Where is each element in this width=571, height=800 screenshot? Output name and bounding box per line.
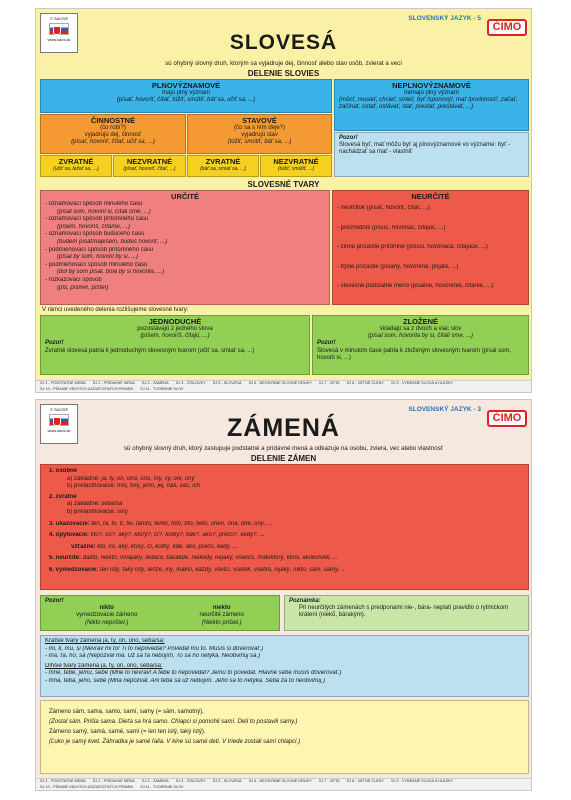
slovesa-sheet: [35, 8, 532, 393]
delenie-examples: kto, čo, aký, ktorý, čí, koľký, kde, ako, prečo, kedy, ...: [97, 543, 238, 550]
delenie-label: 4. opytovacie:: [49, 532, 90, 539]
poznamka-box: [284, 595, 529, 631]
pozor-columns: [45, 605, 275, 627]
urcite-example: (píš, píšme!, píšte!): [57, 284, 109, 291]
nezvratne-heading-2: NEZVRATNÉ: [273, 157, 319, 166]
samy-example: (Ľuko je samý kvet. Záhradka je samé ľalia. V kine sú samé deti. V triede zostali samí chlapci.): [49, 739, 301, 745]
footer-item: SJ 7 - VETA: [318, 381, 340, 385]
urcite-item: - podmieňovací spôsob minulého času: [45, 261, 148, 268]
section-heading-tvary: SLOVESNÉ TVARY: [247, 180, 320, 189]
footer-item: SJ 9 - VYBRANÉ SLOVÁ A HLÁSKY: [391, 779, 454, 783]
urcite-example: (písal som, hovoril si, čítali sme, ...): [57, 208, 151, 215]
cinnostne-question: (čo robí?): [100, 125, 126, 131]
series-label: SLOVENSKÝ JAZYK - 5: [408, 15, 481, 22]
urcite-item: - oznamovací spôsob budúceho času: [45, 231, 145, 238]
page-subtitle: sú ohybný slovný druh, ktorým sa vyjadruje dej, činnosť alebo stav osôb, zvierat a vecí: [165, 60, 402, 67]
urcite-heading: URČITÉ: [171, 192, 199, 201]
footer-item: SJ 10 - PÍSANIE VEĽKÝCH ZAČIATOČNÝCH PÍSMEN: [40, 386, 134, 391]
niekto-heading: niekto: [212, 605, 231, 612]
footer-item: SJ 6 - NEOHYBNÉ SLOVNÉ DRUHY: [248, 381, 312, 385]
sam-heading: Zámeno sám, sama, samo, samí, samy (= sám, samotný).: [49, 709, 204, 715]
pozor-nikto: [76, 605, 137, 627]
urcite-item: - podmieňovací spôsob prítomného času: [45, 246, 154, 253]
pozor-label: Pozor!: [45, 598, 64, 604]
nezvratne-box-1: [113, 155, 186, 177]
footer-item: SJ 2 - PRÍDAVNÉ MENÁ: [92, 779, 135, 783]
series-label: SLOVENSKÝ JAZYK - 3: [408, 406, 481, 413]
footer-item: SJ 4 - ČÍSLOVKY: [175, 779, 206, 783]
delenie-item: [49, 521, 520, 529]
kratsie-example: - ma, ťa, ho, sa (Nepozval ma. Už sa ťa nebojím. To sa ho netýka. Neobviňuj sa.): [45, 653, 261, 660]
poznamka-text: Pri neurčitých zámenách s predponami nie-, bára- neplatí pravidlo o rytmickom krátení (nieků, bárakým).: [299, 605, 509, 619]
jednoduche-desc: pozostávajú z jedného slova: [137, 326, 213, 332]
delenie-examples: ja, ty, on, ona, ono, my, vy, oni, ony: [101, 475, 195, 482]
neurcite-item: - slovesné podstatné meno (písanie, hovorenie, čítanie, ...): [337, 283, 494, 290]
footer-item: SJ 11 - TVORENIE SLOV: [140, 386, 184, 391]
delenie-item: [49, 483, 520, 491]
plnovyznamove-box: [40, 79, 332, 113]
delenie-examples: dakto, niekto, voľajaký, ledačo, bárakde, niekedy, nejaký, všeličo, máloktorý, ktosi, akokoľvek, ...: [82, 555, 338, 562]
nezvratne-heading-1: NEZVRATNÉ: [126, 157, 173, 166]
kratsie-heading: Kratšie tvary zámena ja, ty, on, ono, seba/sa:: [45, 638, 165, 644]
delenie-examples: ten, tá, to, tí, tie, tamto, tento, toto, títo, tieto, onen, oná, oné, oný, ...: [91, 520, 273, 527]
zvratne-examples-1: (učiť sa, ležať sa, ...): [53, 166, 99, 172]
nikto-example: (Nikto neprišiel.): [84, 619, 129, 626]
zlozene-examples: (písal som, hovorila by si, čítali sme, ...): [367, 333, 474, 340]
delenie-label: b) privlastňovacie:: [67, 483, 116, 490]
delenie-examples: ten istý, taký istý, tenže, iný, inakší, každý, všetci, všetok, všetko, nijaký, nikto, sám, samý, ...: [100, 566, 347, 573]
stavove-box: [187, 114, 332, 154]
neurcite-box: [332, 190, 529, 305]
pozor-byt-mat-box: [334, 132, 529, 177]
jednoduche-pozor-text: Zvratné slovesá patria k jednoduchým slovesným tvarom (učiť sa, smiať sa, ...): [45, 347, 255, 354]
nezvratne-examples-2: (túžiť, smútiť, ...): [277, 166, 315, 172]
nezvratne-examples-1: (písať, hovoriť, čítať, ...): [123, 166, 176, 172]
plnovyznamove-desc: majú plný význam: [161, 90, 211, 96]
neplnovyznamove-box: [334, 79, 529, 131]
delenie-item: [49, 501, 520, 509]
poznamka-label: Poznámka:: [289, 598, 321, 604]
plnovyznamove-examples: (písať, hovoriť, čítať, túžiť, smútiť, báť sa, učiť sa, ...): [116, 97, 256, 104]
stavove-examples: (túžiť, smútiť, báť sa, ...): [227, 139, 292, 146]
jednoduche-heading: JEDNODUCHÉ: [148, 317, 202, 326]
pozor-label: Pozor!: [339, 135, 358, 141]
urcite-item: - oznamovací spôsob minulého času: [45, 201, 143, 207]
sam-example: (Zostal sám. Prišla sama. Dieťa sa hrá samo. Chlapci si pomohli samí. Deti to postavili samy.): [49, 719, 298, 725]
urcite-example: (bol by som písal, bola by si hovorila, ...): [57, 269, 165, 276]
samy-heading: Zámeno samý, samá, samé, samí (= len ten istý, taký istý).: [49, 729, 206, 735]
pozor-text: Slovesá byť, mať môžu byť aj plnovýznamové vo význame: byť - nachádzať sa mať - vlastniť: [339, 142, 511, 156]
footer-item: SJ 7 - VETA: [318, 779, 340, 783]
delenie-label: vzťažné:: [71, 543, 96, 550]
footer-item: SJ 8 - VETNÉ ČLENY: [346, 779, 384, 783]
pozor-nikto-box: [40, 595, 280, 631]
stavove-desc: vyjadrujú stav: [241, 132, 278, 139]
section-heading-delenie: DELENIE SLOVIES: [247, 69, 320, 78]
delenie-examples: kto?, čo?, aký?, ktorý?, čí?, koľký?, kde?, ako?, prečo?, kedy?, ...: [90, 532, 265, 539]
logo-url: www.saos.sk: [47, 428, 71, 433]
zvratne-box-1: [40, 155, 112, 177]
cinnostne-heading: ČINNOSTNÉ: [90, 116, 136, 125]
kratsie-example: - mi, ti, mu, si (Nevrav mi to! Ti to nepovedal? Povedal mu to. Musíš si dôverovať.): [45, 645, 264, 652]
delenie-label: b) privlastňovacie:: [67, 508, 116, 515]
page-title: SLOVESÁ: [229, 31, 338, 54]
delenie-label: 3. ukazovacie:: [49, 520, 90, 527]
footer-item: SJ 10 - PÍSANIE VEĽKÝCH ZAČIATOČNÝCH PÍSMEN: [40, 784, 134, 789]
urcite-box: [40, 190, 330, 305]
footer-item: SJ 5 - SLOVESÁ: [212, 779, 242, 783]
footer-item: SJ 1 - PODSTATNÉ MENÁ: [40, 381, 86, 385]
delenie-item: [49, 567, 520, 575]
zvratne-box-2: [187, 155, 259, 177]
footer-item: SJ 6 - NEOHYBNÉ SLOVNÉ DRUHY: [248, 779, 312, 783]
delenie-zamen-box: [40, 464, 529, 590]
delenie-item: 1. osobné: [49, 468, 78, 474]
series-footer: [36, 778, 531, 790]
dlhsie-heading: Dlhšie tvary zámena ja, ty, on, ono, seba/sa:: [45, 662, 163, 669]
delenie-label: a) základné:: [67, 501, 100, 508]
urcite-example: (písal by som, hovoril by si, ...): [57, 254, 139, 261]
zlozene-box: [312, 315, 529, 375]
delenie-item: 2. zvratné: [49, 493, 77, 500]
logo-copyright: © SAOS®: [49, 407, 69, 412]
urcite-item: - oznamovací spôsob prítomného času: [45, 216, 149, 223]
page-title: ZÁMENÁ: [227, 414, 340, 442]
delenie-label: a) základné:: [67, 475, 100, 482]
footer-item: SJ 11 - TVORENIE SLOV: [140, 784, 184, 789]
cinnostne-box: [40, 114, 186, 154]
neurcite-item: - prechodník (písuc, hovoriac, čítajúc, ...): [337, 224, 446, 231]
jednoduche-examples: (píšem, hovoríš, čítajú, ...): [140, 333, 210, 340]
footer-item: SJ 2 - PRÍDAVNÉ MENÁ: [92, 381, 135, 385]
brand-logo: ČIMO: [487, 19, 527, 36]
dlhsie-example: - mňa, teba, jeho, sebe (Mňa nepozval. Ani teba sa už nebojím. Jeho sa to netýka. Seba za to neobviňuj.): [45, 677, 325, 684]
footer-item: SJ 9 - VYBRANÉ SLOVÁ A HLÁSKY: [391, 381, 454, 385]
urcite-example: (píšem, hovoríš, čítame, ...): [57, 223, 131, 230]
delenie-examples: môj, tvoj, jeho, jej, náš, váš, ich: [117, 483, 201, 490]
delenie-item: [49, 509, 520, 517]
delenie-label: 5. neurčité:: [49, 555, 82, 562]
urcite-item: - rozkazovací spôsob: [45, 276, 102, 283]
delenie-item: [49, 544, 520, 552]
stavove-question: (čo sa s ním deje?): [233, 125, 286, 131]
zlozene-pozor-text: Slovesá v minulom čase patria k zloženým slovesným tvarom (písal som, hovoril si, ...): [317, 347, 512, 361]
zlozene-pozor-label: Pozor!: [317, 340, 336, 347]
neplnovyznamove-desc: nemajú plný význam: [404, 90, 459, 96]
sam-samy-box: [40, 700, 529, 774]
zlozene-heading: ZLOŽENÉ: [403, 317, 438, 326]
zlozene-desc: skladajú sa z dvoch a viac slov: [379, 326, 462, 332]
urcite-example: (budem písať/napíšem, budeš hovoriť, ...): [57, 238, 168, 245]
cinnostne-desc: vyjadrujú dej, činnosť: [84, 132, 142, 139]
delenie-examples: svoj: [117, 508, 128, 515]
neurcite-heading: NEURČITÉ: [411, 192, 450, 201]
footer-item: SJ 3 - ZÁMENÁ: [141, 779, 169, 783]
nezvratne-box-2: [260, 155, 332, 177]
footer-item: SJ 4 - ČÍSLOVKY: [175, 381, 206, 385]
footer-item: SJ 1 - PODSTATNÉ MENÁ: [40, 779, 86, 783]
jednoduche-pozor-label: Pozor!: [45, 340, 64, 347]
nikto-heading: nikto: [99, 605, 114, 612]
zvratne-heading-1: ZVRATNÉ: [58, 157, 94, 166]
logo-copyright: © SAOS®: [49, 16, 69, 21]
delenie-item: [49, 532, 520, 540]
neplnovyznamove-examples: (môcť, musieť, chcieť, smieť, byť /sponový/, mať /povinnosť/, začať, začínať, ostať, ostávať, stať, prestať, prestávať, ...): [339, 97, 518, 111]
neurcite-item: - činné príčastie prítomné (píšuci, hovoriaca, čítajúce, ...): [337, 244, 488, 251]
series-footer: [36, 380, 531, 392]
delenie-item: [49, 555, 520, 563]
tvary-zamen-box: [40, 635, 529, 697]
delenie-examples: seba/sa: [101, 501, 123, 508]
neurcite-item: - trpné príčastie (písaný, hovorená, prijaté, ...): [337, 263, 459, 270]
neurcite-item: - neurčitok (písať, hovoriť, čítať, ...): [337, 205, 430, 211]
footer-item: SJ 8 - VETNÉ ČLENY: [346, 381, 384, 385]
plnovyznamove-heading: PLNOVÝZNAMOVÉ: [151, 81, 221, 90]
delenie-item: [49, 476, 520, 484]
cinnostne-examples: (písať, hovoriť, čítať, učiť sa, ...): [71, 139, 155, 146]
logo-url: www.saos.sk: [47, 37, 71, 42]
page-subtitle: sú ohybný slovný druh, ktorý zastupuje podstatné a prídavné mená a odkazuje na osobu, zviera, vec alebo vlastnosť: [123, 445, 444, 452]
niekto-desc: neurčité zámeno: [199, 612, 244, 619]
neplnovyznamove-heading: NEPLNOVÝZNAMOVÉ: [392, 81, 471, 90]
zvratne-examples-2: (báť sa, smiať sa, ...): [199, 166, 247, 172]
nikto-desc: vymedzovacie zámeno: [76, 612, 138, 619]
jednoduche-box: [40, 315, 310, 375]
niekto-example: (Niekto prišiel.): [201, 619, 242, 626]
delenie-label: 6. vymedzovacie:: [49, 566, 99, 573]
footer-item: SJ 3 - ZÁMENÁ: [141, 381, 169, 385]
tvary-note: V rámci uvedeného delenia rozlišujeme slovesné tvary:: [42, 307, 189, 313]
footer-item: SJ 5 - SLOVESÁ: [212, 381, 242, 385]
zvratne-heading-2: ZVRATNÉ: [205, 157, 241, 166]
dlhsie-example: - mne, tebe, jemu, sebe (Mne to nevrav! A tebe to nepovedal? Jemu to povedal. Hlavne sebe musíš dôverovať.): [45, 670, 342, 677]
stavove-heading: STAVOVÉ: [242, 116, 277, 125]
section-heading-delenie-zamen: DELENIE ZÁMEN: [250, 454, 317, 463]
brand-logo: ČIMO: [487, 410, 527, 427]
zamena-sheet: [35, 399, 532, 791]
pozor-niekto: [199, 605, 243, 627]
